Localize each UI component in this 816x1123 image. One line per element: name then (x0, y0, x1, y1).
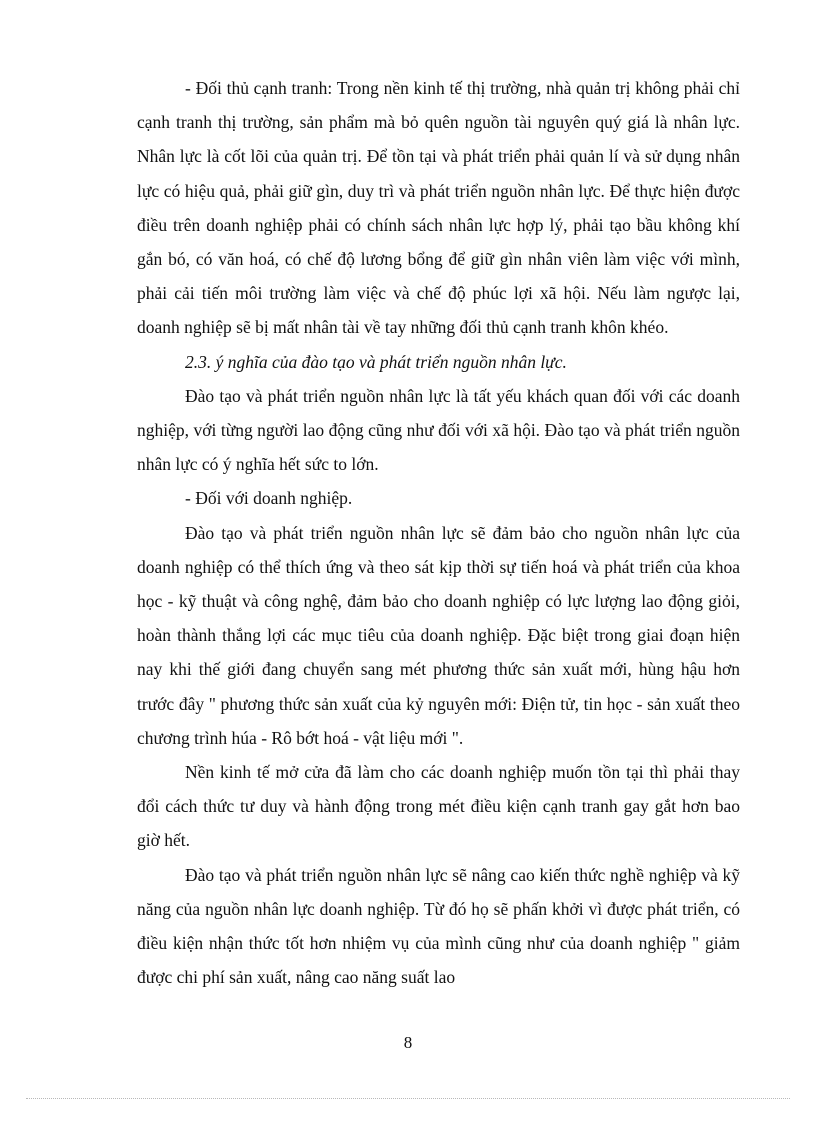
paragraph-for-enterprise-label: - Đối với doanh nghiệp. (185, 488, 353, 509)
body-text (137, 71, 740, 994)
paragraph-significance: Đào tạo và phát triển nguồn nhân lực là tất yếu khách quan đối với các doanh nghiệp, với từng người lao động cũng như đối với xã hội. Đào tạo và phát triển nguồn nhân lực có ý nghĩa hết sức to lớn. (137, 385, 740, 475)
paragraph-skills: Đào tạo và phát triển nguồn nhân lực sẽ nâng cao kiến thức nghề nghiệp và kỹ năng của nguồn nhân lực doanh nghiệp. Từ đó họ sẽ phấn khởi vì được phát triển, có điều kiện nhận thức tốt hơn nhiệm vụ của mình cũng như của doanh nghiệp " giảm được chi phí sản xuất, nâng cao năng suất lao (137, 864, 740, 988)
page-number: 8 (403, 1033, 413, 1052)
page-bottom-divider (26, 1098, 790, 1099)
paragraph-competitors: - Đối thủ cạnh tranh: Trong nền kinh tế thị trường, nhà quản trị không phải chỉ cạnh tranh thị trường, sản phẩm mà bỏ quên nguồn tài nguyên quý giá là nhân lực. Nhân lực là cốt lõi của quản trị. Để tồn tại và phát triển phải quản lí và sử dụng nhân lực có hiệu quả, phải giữ gìn, duy trì và phát triển nguồn nhân lực. Để thực hiện được điều trên doanh nghiệp phải có chính sách nhân lực hợp lý, phải tạo bầu không khí gắn bó, có văn hoá, có chế độ lương bổng để giữ gìn nhân viên làm việc với mình, phải cải tiến môi trường làm việc và chế độ phúc lợi xã hội. Nếu làm ngược lại, doanh nghiệp sẽ bị mất nhân tài về tay những đối thủ cạnh tranh khôn khéo. (137, 78, 740, 338)
paragraph-enterprise-benefits: Đào tạo và phát triển nguồn nhân lực sẽ đảm bảo cho nguồn nhân lực của doanh nghiệp có thể thích ứng và theo sát kịp thời sự tiến hoá và phát triển của khoa học - kỹ thuật và công nghệ, đảm bảo cho doanh nghiệp có lực lượng lao động giỏi, hoàn thành thắng lợi các mục tiêu của doanh nghiệp. Đặc biệt trong giai đoạn hiện nay khi thế giới đang chuyển sang mét phương thức sản xuất mới, hùng hậu hơn trước đây " phương thức sản xuất của kỷ nguyên mới: Điện tử, tin học - sản xuất theo chương trình húa - Rô bớt hoá - vật liệu mới ". (137, 522, 740, 748)
section-heading-2-3: 2.3. ý nghĩa của đào tạo và phát triển nguồn nhân lực. (185, 351, 567, 372)
paragraph-open-economy: Nền kinh tế mở cửa đã làm cho các doanh nghiệp muốn tồn tại thì phải thay đổi cách thức tư duy và hành động trong mét điều kiện cạnh tranh gay gắt hơn bao giờ hết. (137, 762, 740, 851)
